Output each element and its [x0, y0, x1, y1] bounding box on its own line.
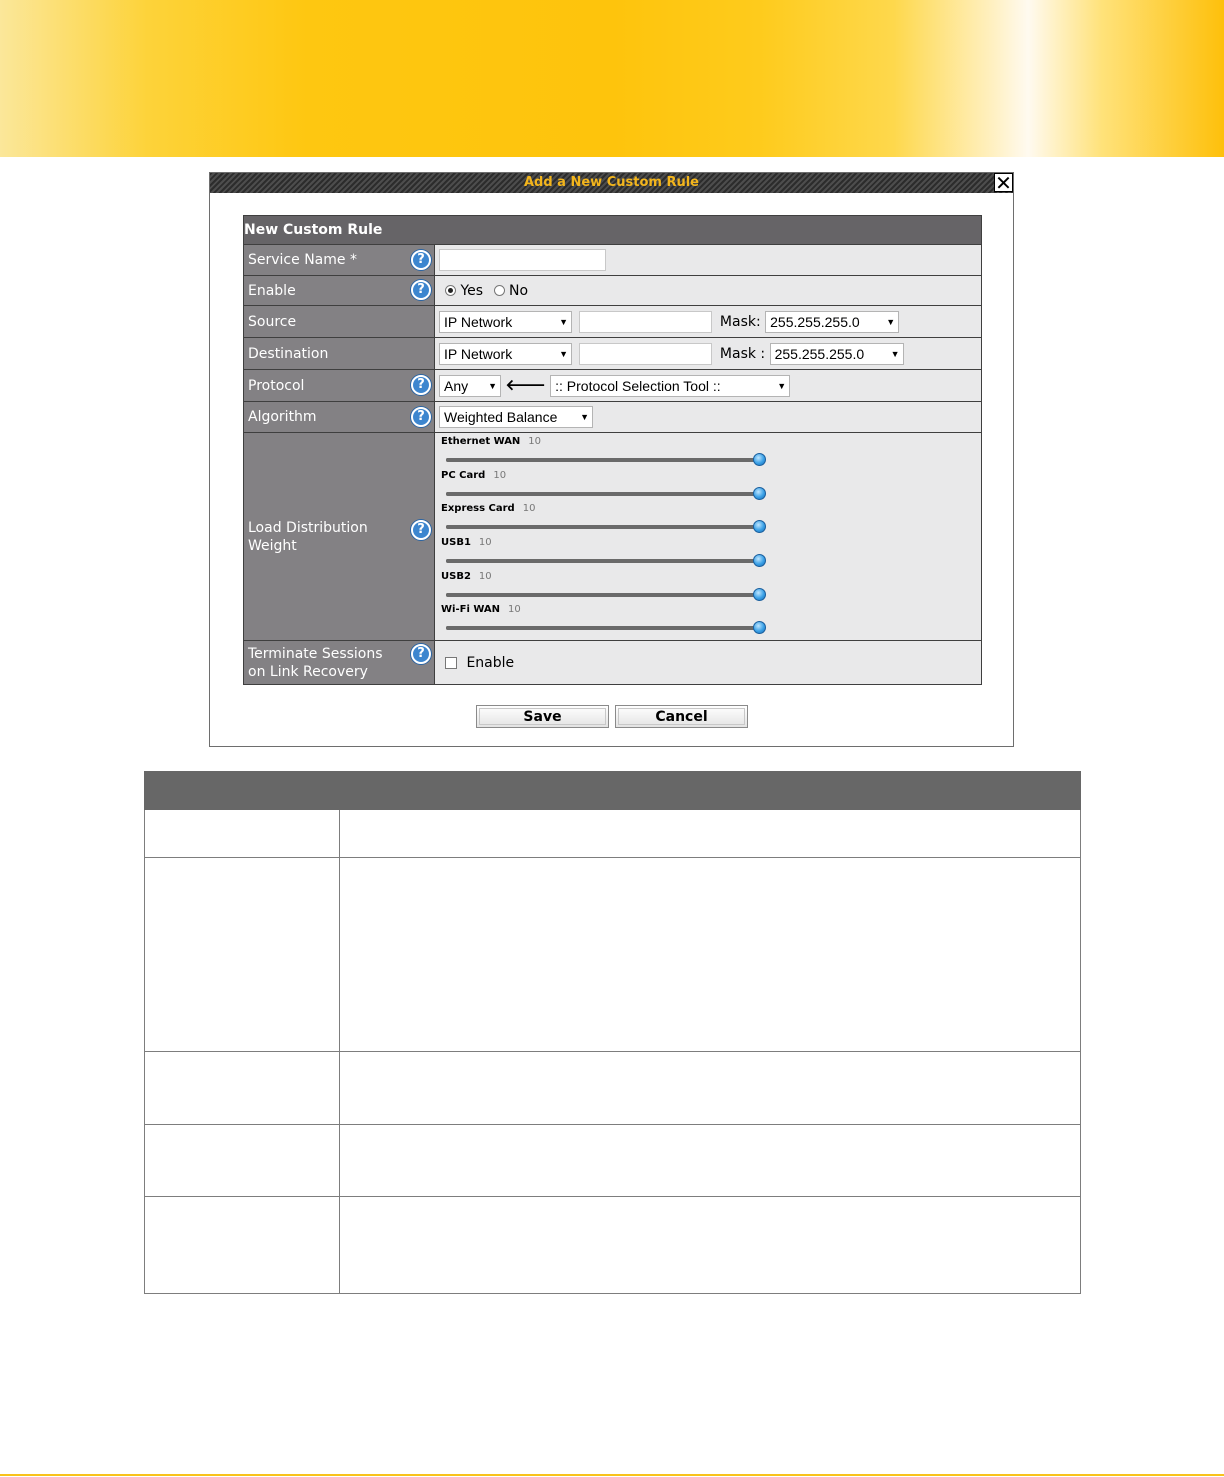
algorithm-select[interactable]	[439, 406, 593, 428]
protocol-selection-tool[interactable]	[550, 375, 790, 397]
weight-slider-value: 10	[478, 537, 492, 549]
reference-cell	[340, 1125, 1081, 1197]
weight-slider-value: 10	[522, 503, 536, 515]
enable-yes-label: Yes	[460, 282, 484, 299]
weight-slider-fill	[446, 593, 759, 597]
weight-slider-name: PC Card	[441, 469, 486, 481]
protocol-tool-value: :: Protocol Selection Tool ::	[555, 377, 721, 394]
load-distribution-label	[244, 433, 435, 641]
service-name-label	[244, 245, 435, 276]
chevron-down-icon: ▼	[488, 380, 497, 391]
destination-mask-value: 255.255.255.0	[774, 345, 865, 362]
weight-slider-name: USB1	[441, 537, 471, 549]
weight-slider-track[interactable]	[446, 525, 759, 529]
weight-slider-handle[interactable]	[753, 621, 766, 634]
reference-cell	[340, 858, 1081, 1052]
weight-slider-row	[435, 534, 981, 568]
reference-cell	[145, 1125, 340, 1197]
source-mask-select[interactable]	[765, 311, 899, 333]
weight-slider-handle[interactable]	[753, 588, 766, 601]
weight-slider-label	[441, 537, 492, 548]
reference-table	[144, 771, 1081, 1294]
chevron-down-icon: ▼	[886, 316, 896, 327]
weight-slider-track[interactable]	[446, 458, 759, 462]
weight-slider-label	[441, 503, 535, 514]
weight-slider-fill	[446, 458, 759, 462]
service-name-input[interactable]	[439, 249, 606, 271]
header-banner	[0, 0, 1224, 157]
reference-cell	[340, 1052, 1081, 1125]
weight-slider-handle[interactable]	[753, 487, 766, 500]
dialog-title: Add a New Custom Rule	[210, 173, 1013, 193]
weight-slider-fill	[446, 525, 759, 529]
weight-slider-label	[441, 604, 521, 615]
weight-slider-name: Express Card	[441, 503, 515, 515]
destination-address-input[interactable]	[579, 343, 712, 365]
help-icon[interactable]: ?	[411, 407, 431, 427]
weight-slider-handle[interactable]	[753, 453, 766, 466]
close-icon[interactable]: ✕	[995, 171, 1012, 195]
destination-label	[244, 338, 435, 370]
weight-slider-row	[435, 500, 981, 534]
reference-cell	[145, 1197, 340, 1294]
reference-table-header	[145, 772, 1081, 810]
chevron-down-icon: ▼	[777, 380, 787, 391]
weight-slider-row	[435, 601, 981, 635]
source-type-value: IP Network	[444, 313, 513, 330]
reference-cell	[340, 810, 1081, 858]
weight-sliders	[435, 433, 981, 635]
protocol-select[interactable]	[439, 375, 501, 397]
weight-slider-value: 10	[528, 436, 542, 447]
load-distribution-label-text: Load Distribution Weight	[248, 519, 368, 554]
help-icon[interactable]: ?	[411, 644, 431, 664]
source-mask-value: 255.255.255.0	[770, 313, 860, 330]
weight-slider-name: USB2	[441, 570, 471, 582]
weight-slider-fill	[446, 492, 759, 496]
weight-slider-row	[435, 568, 981, 602]
section-title: New Custom Rule	[244, 216, 982, 245]
protocol-label-text: Protocol	[248, 377, 305, 394]
footer-line	[0, 1474, 1224, 1476]
chevron-down-icon: ▼	[559, 348, 568, 359]
terminate-sessions-label-text: Terminate Sessions on Link Recovery	[248, 645, 383, 680]
destination-type-select[interactable]	[439, 343, 572, 365]
arrow-left-icon: 🡐	[505, 375, 546, 394]
help-icon[interactable]: ?	[411, 250, 431, 270]
help-icon[interactable]: ?	[411, 280, 431, 300]
terminate-sessions-enable-label: Enable	[466, 654, 515, 671]
weight-slider-label	[441, 571, 492, 582]
custom-rule-form	[243, 215, 982, 685]
reference-cell	[340, 1197, 1081, 1294]
weight-slider-fill	[446, 626, 759, 630]
weight-slider-track[interactable]	[446, 559, 759, 563]
weight-slider-value: 10	[493, 469, 507, 481]
reference-cell	[145, 1052, 340, 1125]
source-mask-label: Mask:	[719, 313, 761, 330]
enable-label	[244, 276, 435, 306]
add-custom-rule-dialog	[209, 172, 1014, 747]
enable-yes-radio[interactable]	[445, 285, 456, 296]
chevron-down-icon: ▼	[559, 316, 568, 327]
source-address-input[interactable]	[579, 311, 712, 333]
weight-slider-track[interactable]	[446, 593, 759, 597]
terminate-sessions-checkbox[interactable]	[445, 657, 457, 669]
terminate-sessions-label	[244, 641, 435, 685]
help-icon[interactable]: ?	[411, 375, 431, 395]
weight-slider-handle[interactable]	[753, 520, 766, 533]
weight-slider-value: 10	[508, 604, 521, 616]
source-label	[244, 306, 435, 338]
source-label-text: Source	[248, 313, 297, 330]
algorithm-label	[244, 402, 435, 433]
protocol-label	[244, 370, 435, 402]
weight-slider-fill	[446, 559, 759, 563]
save-button[interactable]: Save	[476, 705, 609, 728]
protocol-value: Any	[444, 377, 469, 394]
algorithm-label-text: Algorithm	[248, 409, 317, 425]
weight-slider-name: Wi-Fi WAN	[441, 604, 501, 616]
destination-type-value: IP Network	[444, 345, 513, 362]
weight-slider-label	[441, 436, 541, 447]
weight-slider-label	[441, 470, 506, 481]
cancel-button[interactable]: Cancel	[615, 705, 748, 728]
weight-slider-row	[435, 467, 981, 501]
enable-no-label: No	[508, 282, 529, 299]
destination-mask-label: Mask :	[719, 345, 766, 362]
reference-cell	[145, 810, 340, 858]
algorithm-value: Weighted Balance	[444, 409, 558, 425]
chevron-down-icon: ▼	[580, 412, 589, 422]
destination-label-text: Destination	[248, 345, 329, 362]
help-icon[interactable]: ?	[411, 520, 431, 540]
destination-mask-select[interactable]	[770, 343, 904, 365]
weight-slider-track[interactable]	[446, 626, 759, 630]
reference-cell	[145, 858, 340, 1052]
weight-slider-track[interactable]	[446, 492, 759, 496]
weight-slider-value: 10	[478, 570, 492, 582]
source-type-select[interactable]	[439, 311, 572, 333]
weight-slider-name: Ethernet WAN	[441, 436, 521, 447]
service-name-label-text: Service Name *	[248, 252, 357, 268]
enable-no-radio[interactable]	[494, 285, 505, 296]
chevron-down-icon: ▼	[890, 348, 900, 359]
enable-label-text: Enable	[248, 282, 296, 299]
weight-slider-row	[435, 433, 981, 467]
weight-slider-handle[interactable]	[753, 554, 766, 567]
